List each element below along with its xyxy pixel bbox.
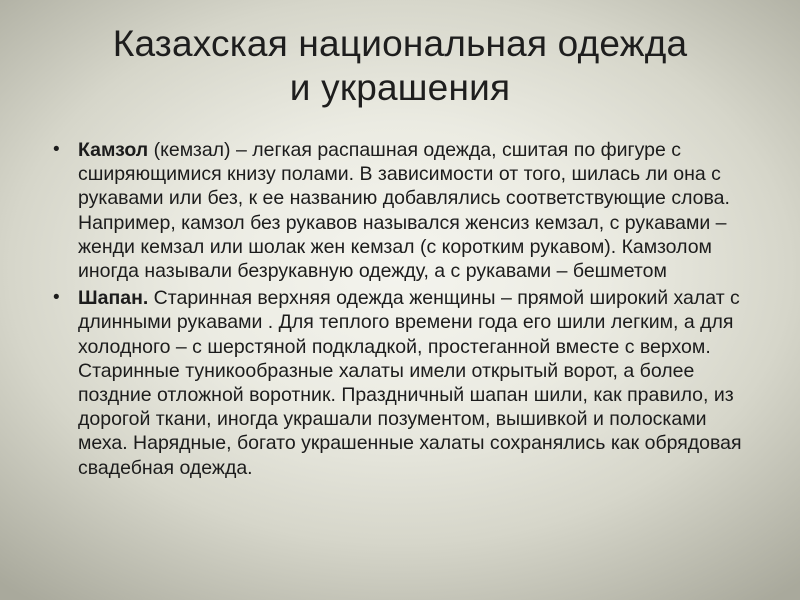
bullet-text: (кемзал) – легкая распашная одежда, сшитая по фигуре с сширяющимися книзу полами. В зависимости от того, шилась ли она с рукавами или без, к ее названию добавлялись соответствующие слова. Например, камзол без рукавов назывался женсиз кемзал, с рукавами – женди кемзал или шолак жен кемзал (с коротким рукавом). Камзолом иногда называли безрукавную одежду, а с рукавами – бешметом — [78, 139, 730, 283]
bullet-item-kamzol — [50, 138, 760, 283]
slide-title — [40, 22, 760, 110]
bullet-list — [50, 138, 760, 483]
bullet-term: Камзол — [78, 139, 149, 161]
slide-title-line-2: и украшения — [289, 67, 511, 108]
bullet-item-shapan — [50, 286, 760, 480]
bullet-term: Шапан. — [78, 287, 149, 310]
bullet-text: Старинная верхняя одежда женщины – прямой широкий халат с длинными рукавами . Для теплого времени года его шили легким, а для холодного – с шерстяной подкладкой, простеганной вместе с верхом. Старинные туникообразные халаты имели открытый ворот, а более поздние отложной воротник. Праздничный шапан шили, как правило, из дорогой ткани, иногда украшали позументом, вышивкой и полосками меха. Нарядные, богато украшенные халаты сохранялись как обрядовая свадебная одежда. — [78, 287, 742, 479]
slide-title-line-1: Казахская национальная одежда — [112, 23, 688, 64]
bullet-dot-icon: • — [53, 287, 60, 309]
bullet-dot-icon: • — [53, 139, 60, 160]
